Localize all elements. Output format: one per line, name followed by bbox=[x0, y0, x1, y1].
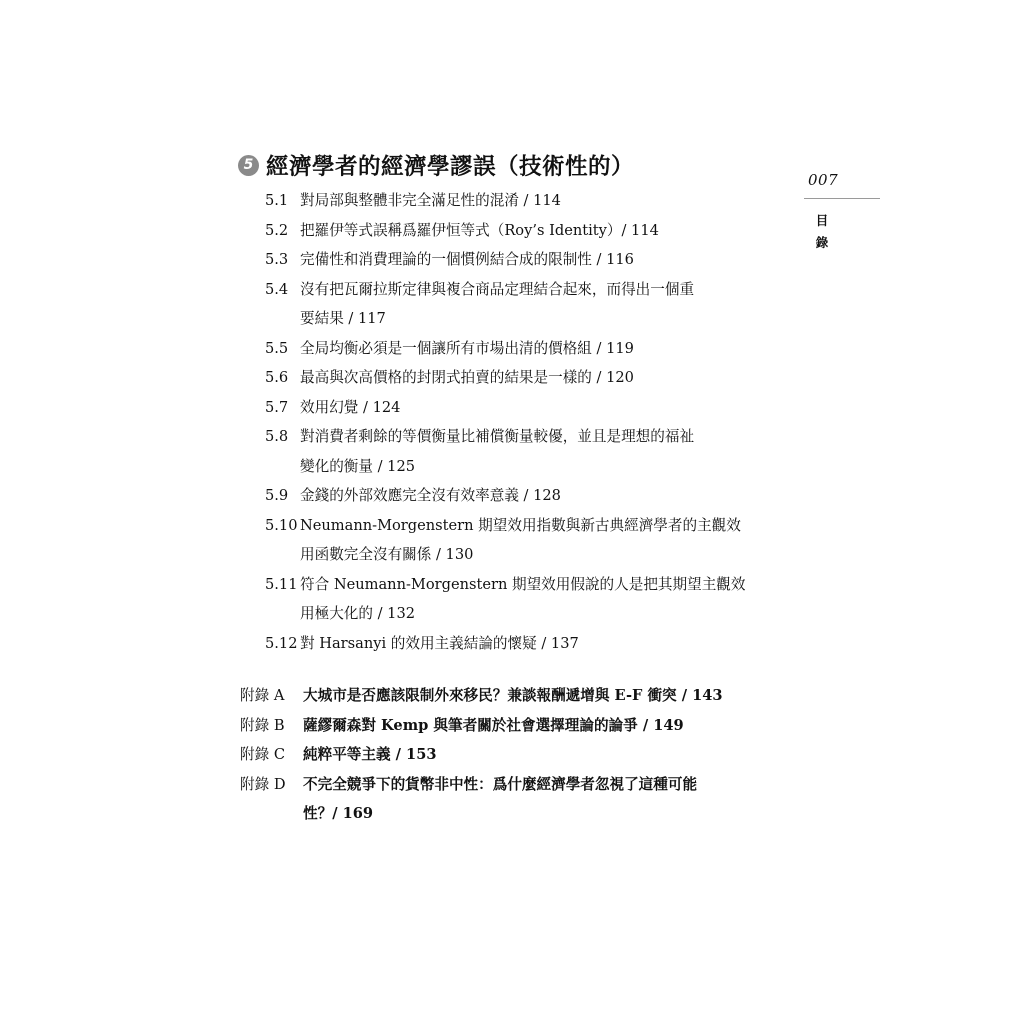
section-label-char: 目 bbox=[815, 213, 829, 228]
entry-title-continued: 用函數完全沒有關係 / 130 bbox=[300, 546, 474, 563]
toc-entry-5-2[interactable] bbox=[265, 216, 765, 246]
toc-entry-5-9[interactable] bbox=[265, 481, 765, 511]
appendix-d[interactable] bbox=[240, 770, 760, 829]
toc-entry-5-11[interactable] bbox=[265, 570, 765, 629]
entry-number: 5.10 bbox=[265, 516, 298, 534]
toc-entry-5-4[interactable] bbox=[265, 275, 765, 334]
section-label-char: 錄 bbox=[815, 235, 829, 250]
entry-number: 5.4 bbox=[265, 280, 289, 298]
chapter-title: 經濟學者的經濟學謬誤（技術性的） bbox=[266, 154, 635, 180]
entry-number: 5.6 bbox=[265, 369, 289, 386]
entry-number: 5.1 bbox=[265, 192, 289, 209]
section-label bbox=[814, 210, 830, 254]
entry-title: 金錢的外部效應完全沒有效率意義 / 128 bbox=[300, 487, 561, 504]
toc-entry-list bbox=[265, 186, 765, 658]
appendix-label: 附錄 C bbox=[240, 746, 285, 763]
toc-entry-5-1[interactable] bbox=[265, 186, 765, 216]
toc-entry-5-7[interactable] bbox=[265, 393, 765, 423]
entry-number: 5.11 bbox=[265, 575, 298, 593]
entry-title: 把羅伊等式誤稱爲羅伊恒等式（Roy’s Identity）/ 114 bbox=[300, 221, 659, 239]
entry-number: 5.12 bbox=[265, 634, 298, 652]
appendix-label: 附錄 A bbox=[240, 687, 285, 704]
entry-title: 全局均衡必須是一個讓所有市場出清的價格組 / 119 bbox=[300, 339, 634, 357]
toc-entry-5-6[interactable] bbox=[265, 363, 765, 393]
entry-title: 對局部與整體非完全滿足性的混淆 / 114 bbox=[300, 192, 561, 209]
entry-title-continued: 要結果 / 117 bbox=[300, 310, 386, 327]
appendix-title: 薩繆爾森對 Kemp 與筆者關於社會選擇理論的論爭 / 149 bbox=[303, 716, 684, 734]
appendix-label: 附錄 B bbox=[240, 716, 285, 734]
entry-number: 5.3 bbox=[265, 251, 289, 268]
entry-title: 對消費者剩餘的等價衡量比補償衡量較優，並且是理想的福祉 bbox=[300, 428, 695, 445]
entry-title-continued: 用極大化的 / 132 bbox=[300, 605, 416, 622]
entry-number: 5.9 bbox=[265, 487, 289, 504]
entry-title: 完備性和消費理論的一個慣例結合成的限制性 / 116 bbox=[300, 251, 634, 268]
entry-title: 對 Harsanyi 的效用主義結論的懷疑 / 137 bbox=[300, 634, 579, 652]
chapter-heading bbox=[238, 148, 634, 182]
appendix-title: 不完全競爭下的貨幣非中性：爲什麼經濟學者忽視了這種可能 bbox=[303, 775, 698, 793]
entry-number: 5.5 bbox=[265, 339, 289, 357]
entry-title: 最高與次高價格的封閉式拍賣的結果是一樣的 / 120 bbox=[300, 369, 634, 386]
appendix-c[interactable] bbox=[240, 740, 760, 770]
toc-entry-5-3[interactable] bbox=[265, 245, 765, 275]
entry-number: 5.7 bbox=[265, 398, 289, 416]
appendix-title-continued: 性？/ 169 bbox=[303, 805, 374, 822]
toc-entry-5-8[interactable] bbox=[265, 422, 765, 481]
entry-number: 5.2 bbox=[265, 221, 289, 239]
chapter-number-badge: 5 bbox=[238, 155, 259, 176]
toc-entry-5-10[interactable] bbox=[265, 511, 765, 570]
toc-entry-5-12[interactable] bbox=[265, 629, 765, 659]
page-number: 007 bbox=[808, 171, 839, 189]
entry-number: 5.8 bbox=[265, 428, 289, 445]
toc-entry-5-5[interactable] bbox=[265, 334, 765, 364]
entry-title-continued: 變化的衡量 / 125 bbox=[300, 457, 416, 475]
appendix-b[interactable] bbox=[240, 711, 760, 741]
appendix-label: 附錄 D bbox=[240, 775, 286, 793]
header-rule bbox=[804, 198, 880, 199]
entry-title: Neumann-Morgenstern 期望效用指數與新古典經濟學者的主觀效 bbox=[300, 516, 741, 534]
appendix-title: 純粹平等主義 / 153 bbox=[303, 746, 437, 763]
entry-title: 沒有把瓦爾拉斯定律與複合商品定理結合起來，而得出一個重 bbox=[300, 280, 695, 298]
appendix-a[interactable] bbox=[240, 681, 760, 711]
entry-title: 符合 Neumann-Morgenstern 期望效用假說的人是把其期望主觀效 bbox=[300, 575, 746, 593]
entry-title: 效用幻覺 / 124 bbox=[300, 398, 401, 416]
appendix-list bbox=[240, 681, 760, 829]
appendix-title: 大城市是否應該限制外來移民？兼談報酬遞增與 E-F 衝突 / 143 bbox=[303, 687, 723, 704]
